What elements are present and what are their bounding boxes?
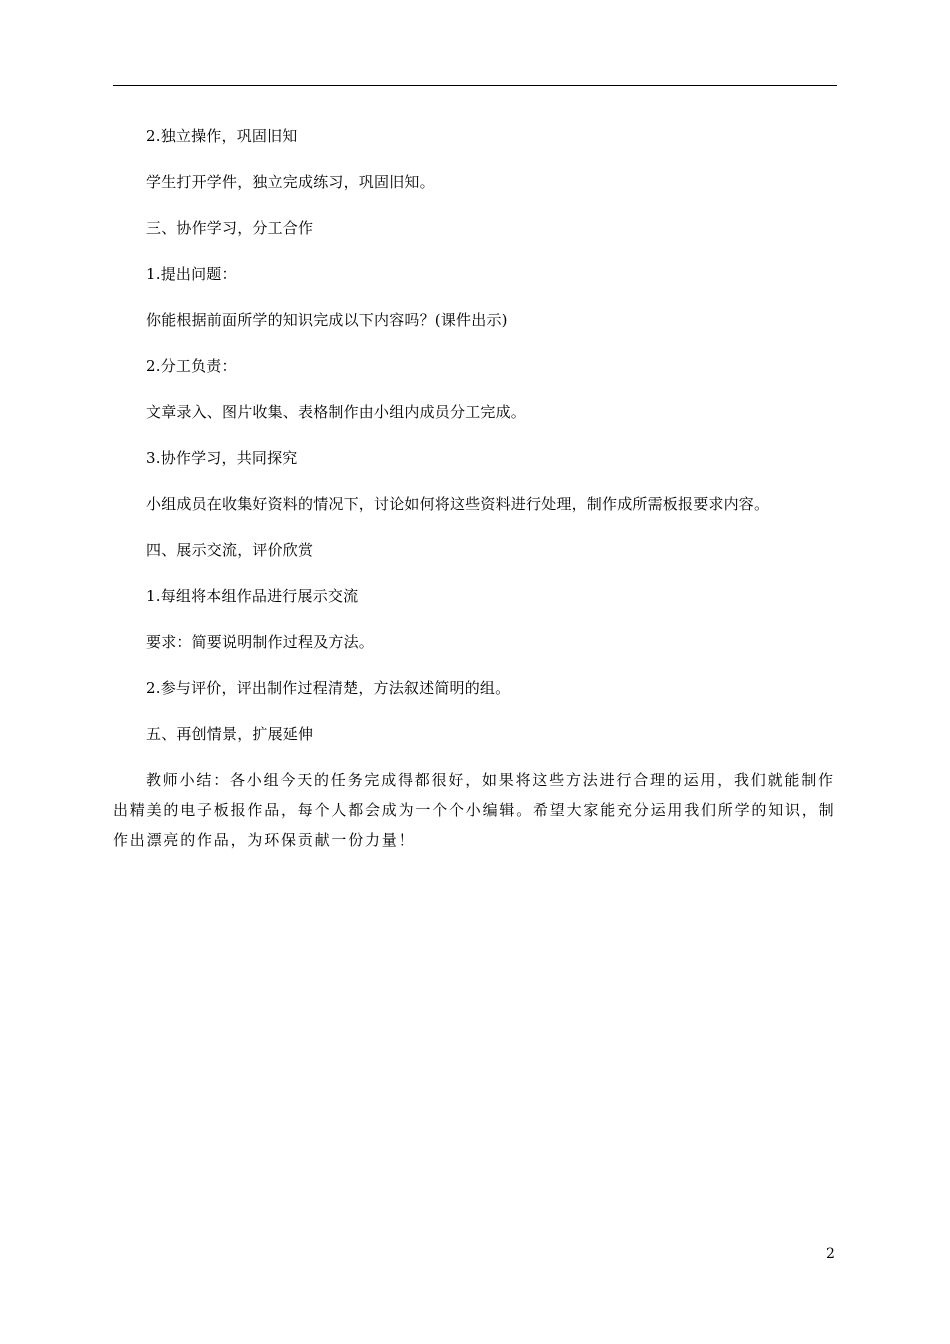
- paragraph-collaborative-exploration: 3.协作学习，共同探究: [146, 449, 298, 467]
- section-heading-collaborative-learning: 三、协作学习，分工合作: [146, 219, 314, 237]
- paragraph-students-practice: 学生打开学件，独立完成练习，巩固旧知。: [146, 173, 435, 191]
- section-heading-extension: 五、再创情景，扩展延伸: [146, 725, 314, 743]
- page-number: 2: [826, 1246, 835, 1262]
- paragraph-task-assignment: 文章录入、图片收集、表格制作由小组内成员分工完成。: [146, 403, 527, 421]
- paragraph-teacher-summary: 教师小结：各小组今天的任务完成得都很好，如果将这些方法进行合理的运用，我们就能制作出精美的电子板报作品，每个人都会成为一个个小编辑。希望大家能充分运用我们所学的知识，制作出漂亮的作品，为环保贡献一份力量！: [113, 771, 836, 849]
- section-heading-presentation: 四、展示交流，评价欣赏: [146, 541, 314, 559]
- paragraph-group-discussion: 小组成员在收集好资料的情况下，讨论如何将这些资料进行处理，制作成所需板报要求内容。: [146, 495, 770, 513]
- paragraph-division-of-labor: 2.分工负责：: [146, 357, 237, 375]
- paragraph-group-showcase: 1.每组将本组作品进行展示交流: [146, 587, 359, 605]
- paragraph-question-text: 你能根据前面所学的知识完成以下内容吗？(课件出示): [146, 311, 508, 329]
- paragraph-requirements: 要求：简要说明制作过程及方法。: [146, 633, 375, 651]
- paragraph-evaluation: 2.参与评价，评出制作过程清楚，方法叙述简明的组。: [146, 679, 511, 697]
- paragraph-raise-question: 1.提出问题：: [146, 265, 237, 283]
- paragraph-step-independent-practice: 2.独立操作，巩固旧知: [146, 127, 298, 145]
- header-rule: [113, 85, 837, 86]
- document-body: [113, 121, 843, 871]
